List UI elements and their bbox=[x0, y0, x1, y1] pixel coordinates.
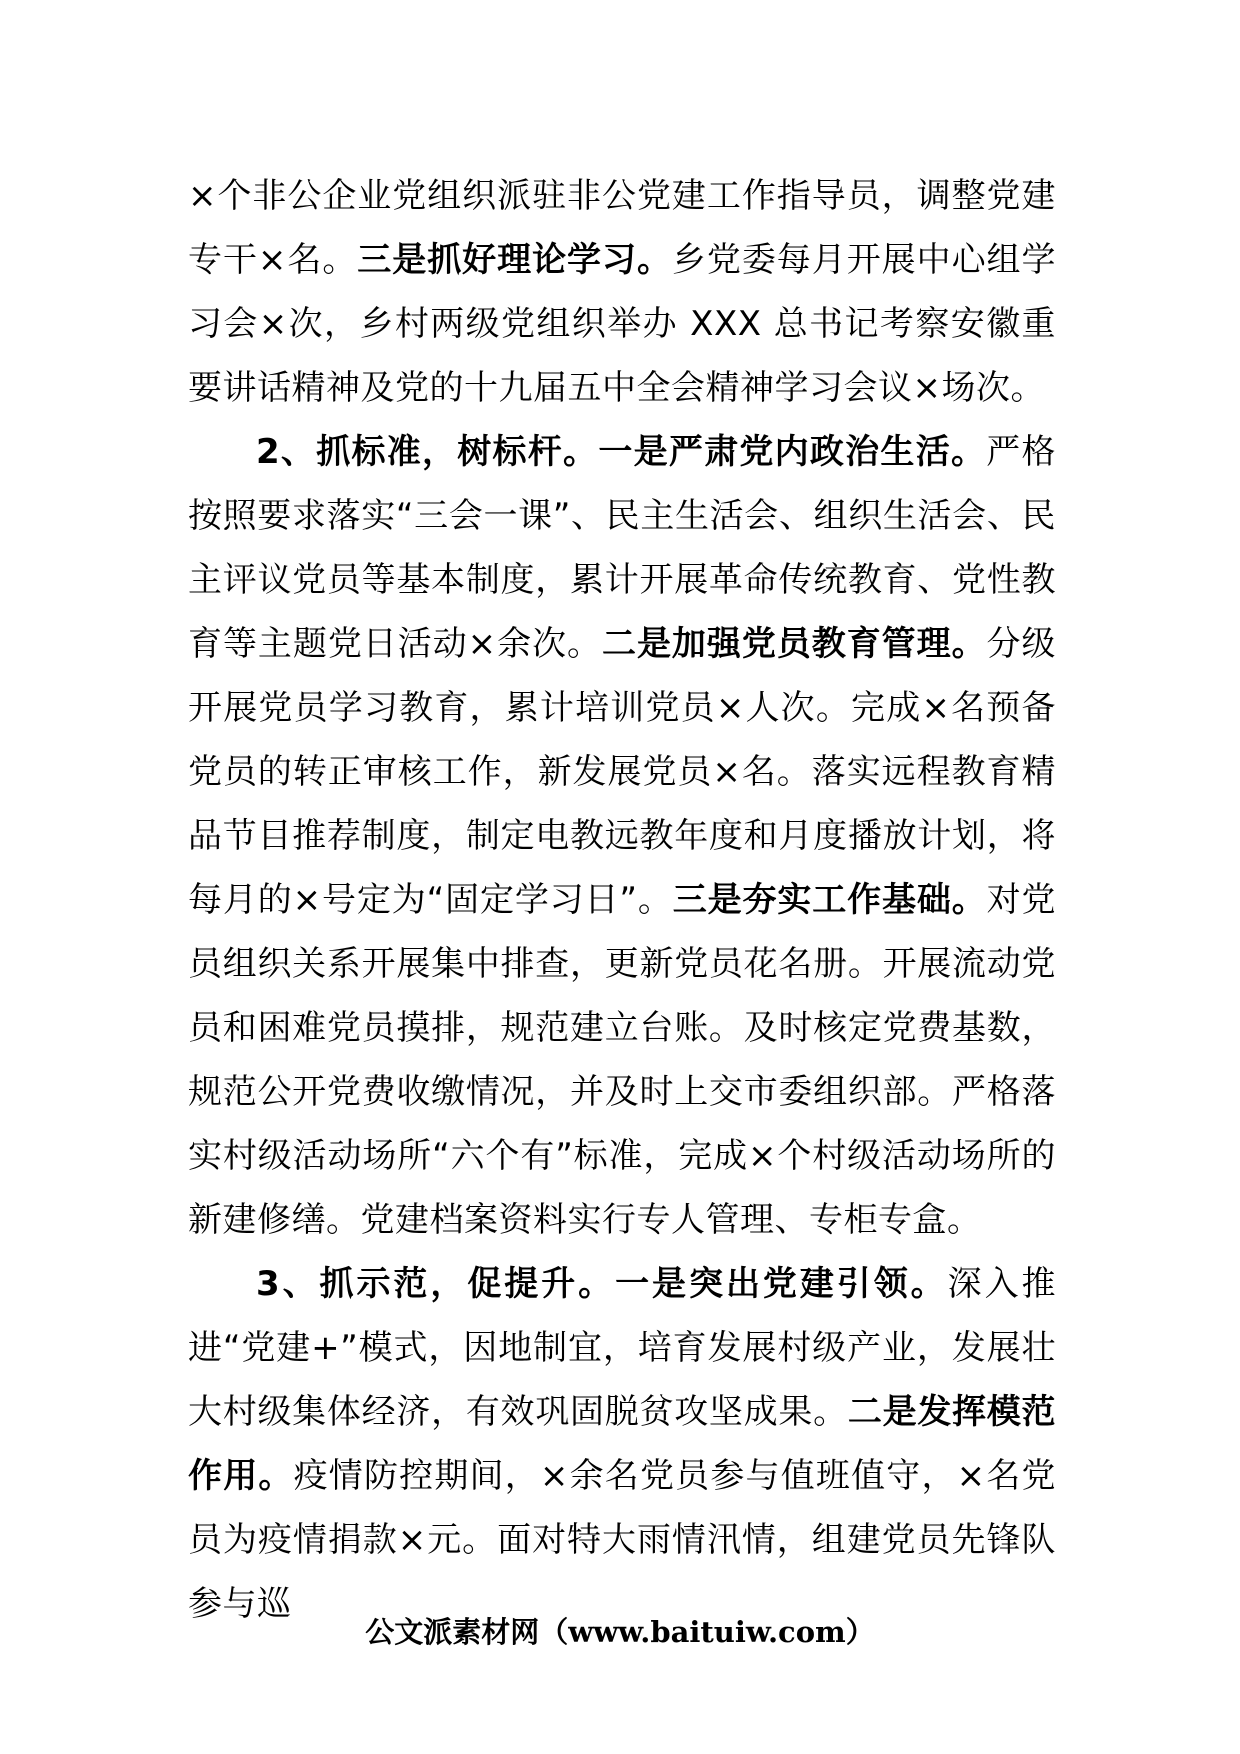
paragraph bbox=[188, 1252, 1056, 1636]
document-body bbox=[188, 164, 1056, 1636]
paragraph-text: ×个非公企业党组织派驻非公党建工作指导员，调整党建专干×名。 bbox=[188, 176, 1056, 280]
paragraph-text: 疫情防控期间，×余名党员参与值班值守，×名党员为疫情捐款×元。面对特大雨情汛情，组建党员先锋队参与巡 bbox=[188, 1456, 1057, 1624]
bold-heading-text: 二是加强党员教育管理。 bbox=[602, 624, 987, 664]
paragraph-text: 深入推进“党建+”模式，因地制宜，培育发展村级产业，发展壮大村级集体经济，有效巩固脱贫攻坚成果。 bbox=[188, 1264, 1057, 1432]
paragraph bbox=[188, 164, 1056, 420]
bold-heading-text: 3、抓示范，促提升。一是突出党建引领。 bbox=[256, 1264, 948, 1304]
paragraph-text: 对党员组织关系开展集中排查，更新党员花名册。开展流动党员和困难党员摸排，规范建立台账。及时核定党费基数，规范公开党费收缴情况，并及时上交市委组织部。严格落实村级活动场所“六个有”标准，完成×个村级活动场所的新建修缮。党建档案资料实行专人管理、专柜专盒。 bbox=[188, 880, 1057, 1240]
paragraph-text: 分级开展党员学习教育，累计培训党员×人次。完成×名预备党员的转正审核工作，新发展党员×名。落实远程教育精品节目推荐制度，制定电教远教年度和月度播放计划，将每月的×号定为“固定学习日”。 bbox=[188, 624, 1057, 920]
footer-watermark: 公文派素材网（www.baituiw.com） bbox=[365, 1615, 875, 1649]
bold-heading-text: 二是发挥模范作用。 bbox=[188, 1392, 1057, 1496]
bold-heading-text: 2、抓标准，树标杆。一是严肃党内政治生活。 bbox=[256, 432, 987, 472]
paragraph bbox=[188, 420, 1056, 1252]
paragraph-text: 严格按照要求落实“三会一课”、民主生活会、组织生活会、民主评议党员等基本制度，累计开展革命传统教育、党性教育等主题党日活动×余次。 bbox=[188, 432, 1056, 664]
bold-heading-text: 三是夯实工作基础。 bbox=[672, 880, 987, 920]
bold-heading-text: 三是抓好理论学习。 bbox=[357, 240, 672, 280]
paragraph-text: 乡党委每月开展中心组学习会×次，乡村两级党组织举办 XXX 总书记考察安徽重要讲话精神及党的十九届五中全会精神学习会议×场次。 bbox=[188, 240, 1056, 408]
